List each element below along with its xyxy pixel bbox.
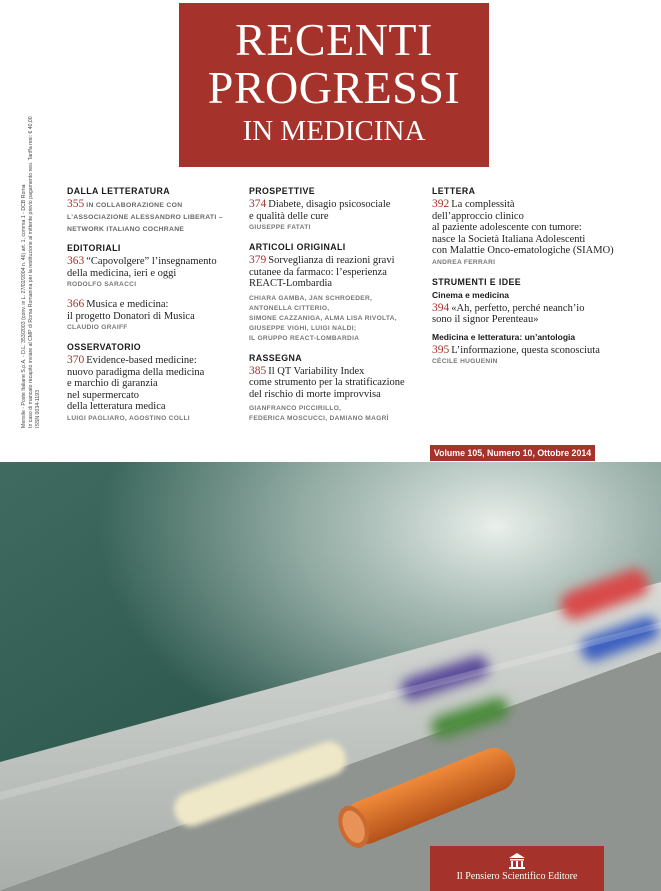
entry-author: LUIGI PAGLIARO, AGOSTINO COLLI — [67, 414, 190, 422]
entry-title-line: sono il signor Perenteau» — [432, 314, 539, 325]
entry-title: IN COLLABORAZIONE CON L’ASSOCIAZIONE ALESSANDRO LIBERATI – NETWORK ITALIANO COCHRANE — [67, 202, 223, 233]
toc-entry[interactable] — [249, 255, 424, 343]
toc-entry[interactable] — [249, 199, 424, 232]
entry-title-line: nasce la Società Italiana Adolescenti — [432, 233, 586, 245]
entry-author: CHIARA GAMBA, JAN SCHROEDER, — [249, 294, 373, 302]
section-heading: ARTICOLI ORIGINALI — [249, 242, 346, 252]
page-number: 366 — [67, 298, 85, 310]
entry-title-line: e qualità delle cure — [249, 210, 329, 222]
entry-title-line: e marchio di garanzia — [67, 378, 158, 389]
entry-title-line: della medicina, ieri e oggi — [67, 267, 177, 279]
page-number: 355 — [67, 198, 85, 210]
entry-author: CLAUDIO GRAIFF — [67, 324, 128, 331]
masthead — [179, 3, 489, 167]
page-number: 395 — [432, 343, 450, 356]
subsection-heading: Medicina e letteratura: un’antologia — [432, 331, 576, 342]
entry-title-line: con Malattie Onco-ematologiche (SIAMO) — [432, 245, 614, 256]
toc-column-2 — [249, 186, 424, 433]
page-number: 385 — [249, 364, 267, 377]
entry-title-line: Sorveglianza di reazioni gravi — [268, 255, 395, 266]
spine-line-1: Mensile - Poste Italiane S.p.A. - D.L. 353/2003 (conv. in L. 27/02/2004 n. 46) art. 1, comma 1 - DCB Roma — [21, 184, 27, 428]
masthead-title-line3: IN MEDICINA — [242, 115, 426, 147]
entry-title-line: dell’approccio clinico — [432, 210, 524, 222]
chalkboard-illustration — [0, 462, 661, 891]
column-building-icon — [508, 853, 526, 869]
entry-title-line: della letteratura medica — [67, 401, 166, 412]
entry-title-line: nuovo paradigma della medicina — [67, 366, 205, 378]
section-heading: LETTERA — [432, 186, 476, 196]
spine-issn: ISSN 0034-1193 — [35, 390, 41, 428]
entry-title-line: La complessità — [451, 199, 515, 210]
section-heading: RASSEGNA — [249, 352, 303, 363]
entry-title-line: «Ah, perfetto, perché neanch’io — [451, 302, 585, 314]
entry-title-line: nel supermercato — [67, 389, 140, 401]
section-heading: EDITORIALI — [67, 243, 121, 253]
entry-author: CÉCILE HUGUENIN — [432, 358, 498, 365]
entry-title-line: Diabete, disagio psicosociale — [268, 199, 391, 210]
entry-title-line: Musica e medicina: — [86, 299, 169, 310]
page-number: 392 — [432, 198, 450, 210]
page-number: 370 — [67, 354, 85, 366]
publisher-badge — [430, 846, 604, 891]
toc-entry[interactable] — [432, 303, 632, 326]
entry-author: RODOLFO SARACCI — [67, 281, 137, 288]
entry-author: IL GRUPPO REACT-LOMBARDIA — [249, 334, 360, 342]
entry-title-line: “Capovolgere” l’insegnamento — [86, 256, 217, 267]
entry-title-line: cutanee da farmaco: l’esperienza — [249, 266, 387, 278]
toc-entry[interactable] — [67, 256, 242, 289]
page-number: 394 — [432, 301, 450, 314]
toc-entry[interactable] — [249, 366, 424, 424]
section-heading: PROSPETTIVE — [249, 186, 315, 196]
publisher-name: Il Pensiero Scientifico Editore — [456, 871, 578, 882]
cover-photo-chalkboard — [0, 462, 661, 891]
entry-author: SIMONE CAZZANIGA, ALMA LISA RIVOLTA, — [249, 314, 397, 322]
page-number: 363 — [67, 255, 85, 267]
entry-author: GIUSEPPE VIGHI, LUIGI NALDI; — [249, 324, 357, 332]
entry-title-line: al paziente adolescente con tumore: — [432, 222, 582, 233]
toc-column-1 — [67, 186, 242, 433]
section-heading: OSSERVATORIO — [67, 342, 142, 352]
toc-entry[interactable] — [432, 345, 632, 367]
entry-title-line: Il QT Variability Index — [268, 365, 365, 377]
spine-postal-info — [8, 58, 41, 428]
section-heading: DALLA LETTERATURA — [67, 186, 171, 196]
entry-author: GIUSEPPE FATATI — [249, 224, 311, 231]
subsection-heading: Cinema e medicina — [432, 289, 510, 300]
entry-title-line: REACT-Lombardia — [249, 278, 333, 289]
entry-author: ANTONELLA CITTERIO, — [249, 304, 330, 312]
toc-column-3 — [432, 186, 632, 376]
toc-entry[interactable] — [67, 199, 242, 235]
volume-banner: Volume 105, Numero 10, Ottobre 2014 — [430, 445, 595, 461]
entry-title-line: Evidence-based medicine: — [86, 355, 197, 366]
toc-entry[interactable] — [432, 199, 632, 267]
entry-title-line: il progetto Donatori di Musica — [67, 310, 195, 322]
toc-entry[interactable] — [67, 355, 242, 423]
page-number: 379 — [249, 254, 267, 266]
toc-entry[interactable] — [67, 299, 242, 332]
page-number: 374 — [249, 198, 267, 210]
entry-title-line: come strumento per la stratificazione — [249, 377, 405, 388]
masthead-title-line2: PROGRESSI — [207, 62, 461, 113]
entry-author: GIANFRANCO PICCIRILLO, — [249, 405, 342, 412]
entry-title-line: del rischio di morte improvvisa — [249, 388, 381, 400]
spine-line-2: In caso di mancato recapito inviare al CMP di Roma Romanina per la restituzione al mittente previo pagamento resi. Tariffa resi: € 40,00 — [28, 116, 34, 428]
entry-title-line: L’informazione, questa sconosciuta — [451, 344, 600, 356]
entry-author: FEDERICA MOSCUCCI, DAMIANO MAGRÌ — [249, 415, 389, 422]
section-heading: STRUMENTI E IDEE — [432, 276, 521, 287]
entry-author: ANDREA FERRARI — [432, 258, 496, 266]
masthead-title-line1: RECENTI — [235, 14, 433, 65]
